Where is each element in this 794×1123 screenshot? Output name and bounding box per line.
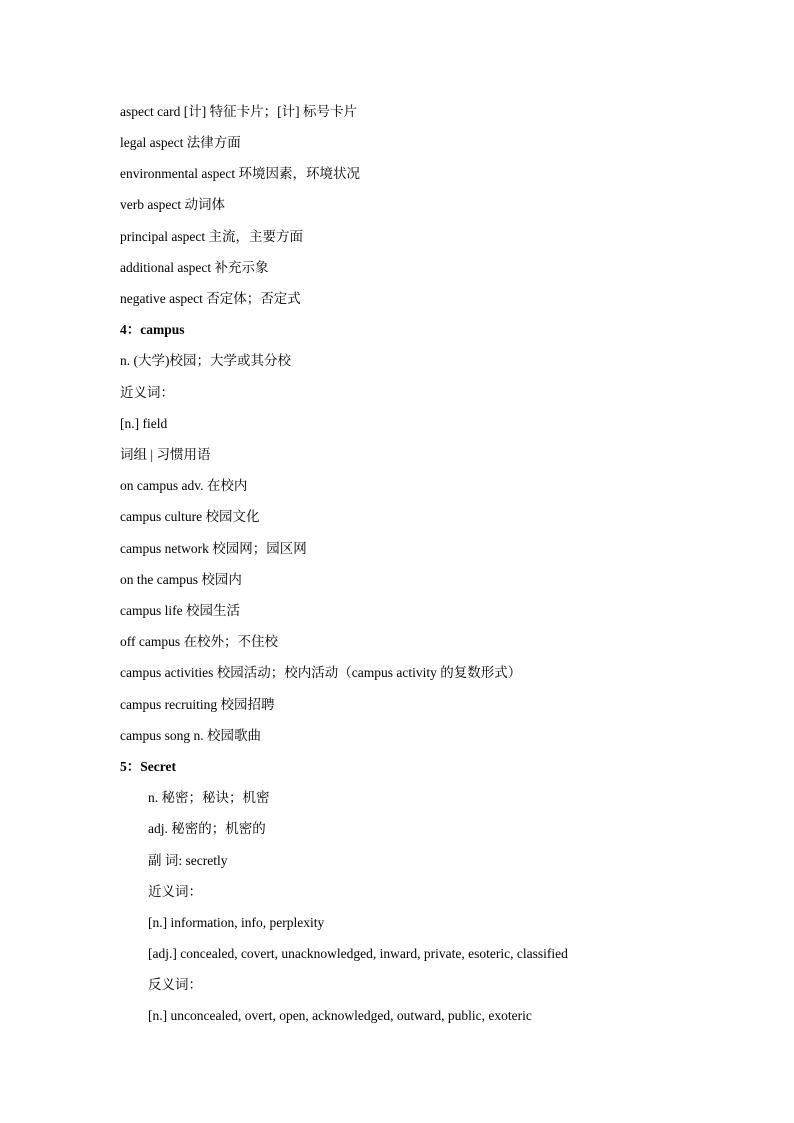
antonyms-noun: [n.] unconcealed, overt, open, acknowledged, outward, public, exoteric (148, 1008, 532, 1023)
entry-negative-aspect: negative aspect 否定体；否定式 (120, 291, 301, 306)
entry-environmental-aspect: environmental aspect 环境因素，环境状况 (120, 166, 360, 181)
entry-principal-aspect: principal aspect 主流，主要方面 (120, 229, 303, 244)
entry-campus-song: campus song n. 校园歌曲 (120, 728, 261, 743)
entry-campus-network: campus network 校园网；园区网 (120, 541, 307, 556)
entry-campus-recruiting: campus recruiting 校园招聘 (120, 697, 275, 712)
synonyms-noun: [n.] field (120, 416, 168, 431)
entry-on-the-campus: on the campus 校园内 (120, 572, 242, 587)
adverb-form: 副 词: secretly (148, 853, 228, 868)
entry-campus-life: campus life 校园生活 (120, 603, 240, 618)
synonyms-label-secret: 近义词： (148, 884, 202, 899)
definition-secret-noun: n. 秘密；秘诀；机密 (148, 790, 270, 805)
synonyms-adj-secret: [adj.] concealed, covert, unacknowledged, inward, private, esoteric, classified (148, 946, 568, 961)
entry-additional-aspect: additional aspect 补充示象 (120, 260, 269, 275)
entry-legal-aspect: legal aspect 法律方面 (120, 135, 241, 150)
section-heading-secret: 5：Secret (120, 759, 176, 774)
phrases-label: 词组 | 习惯用语 (120, 447, 211, 462)
definition-campus: n. (大学)校园；大学或其分校 (120, 353, 291, 368)
entry-campus-culture: campus culture 校园文化 (120, 509, 260, 524)
entry-campus-activities: campus activities 校园活动；校内活动（campus activity 的复数形式） (120, 665, 522, 680)
entry-on-campus: on campus adv. 在校内 (120, 478, 248, 493)
definition-secret-adj: adj. 秘密的；机密的 (148, 821, 266, 836)
entry-verb-aspect: verb aspect 动词体 (120, 197, 225, 212)
synonyms-noun-secret: [n.] information, info, perplexity (148, 915, 325, 930)
section-heading-campus: 4：campus (120, 322, 185, 337)
entry-aspect-card: aspect card [计] 特征卡片；[计] 标号卡片 (120, 104, 357, 119)
entry-off-campus: off campus 在校外；不住校 (120, 634, 278, 649)
antonyms-label: 反义词： (148, 977, 202, 992)
synonyms-label: 近义词： (120, 385, 174, 400)
